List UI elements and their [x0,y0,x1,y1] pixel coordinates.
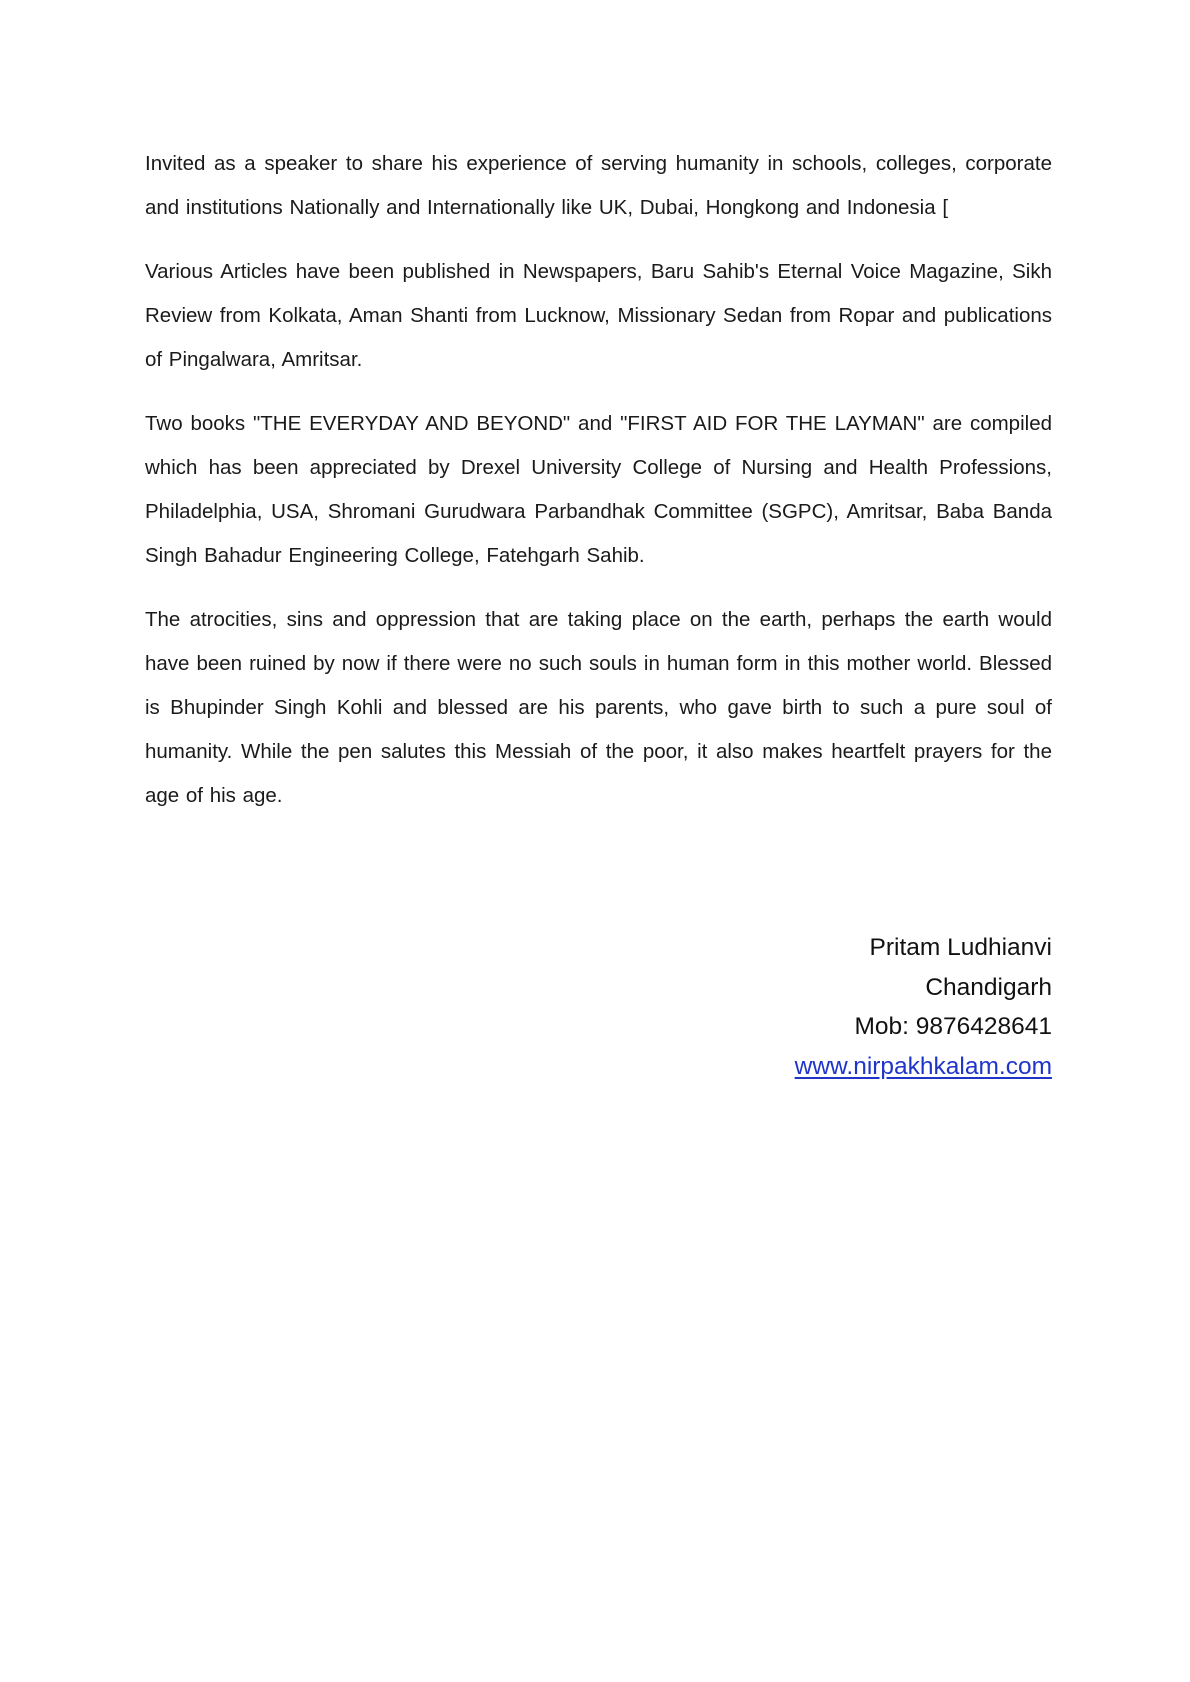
paragraph-closing: The atrocities, sins and oppression that are taking place on the earth, perhaps the earth would have been ruined by now if there were no such souls in human form in this mother world. Blessed is Bhupinder Singh Kohli and blessed are his parents, who gave birth to such a pure soul of humanity. While the pen salutes this Messiah of the poor, it also makes heartfelt prayers for the age of his age. [145,608,1052,807]
author-mobile: Mob: 9876428641 [854,1013,1052,1040]
paragraph-books: Two books "THE EVERYDAY AND BEYOND" and "FIRST AID FOR THE LAYMAN" are compiled which has been appreciated by Drexel University College of Nursing and Health Professions, Philadelphia, USA, Shromani Gurudwara Parbandhak Committee (SGPC), Amritsar, Baba Banda Singh Bahadur Engineering College, Fatehgarh Sahib. [145,412,1052,567]
website-link[interactable]: www.nirpakhkalam.com [794,1052,1052,1080]
paragraph-articles: Various Articles have been published in Newspapers, Baru Sahib's Eternal Voice Magazine, Sikh Review from Kolkata, Aman Shanti from Lucknow, Missionary Sedan from Ropar and publications of Pingalwara, Amritsar. [145,260,1052,371]
paragraph-speaker: Invited as a speaker to share his experience of serving humanity in schools, colleges, corporate and institutions Nationally and Internationally like UK, Dubai, Hongkong and Indonesia [ [145,152,1052,219]
author-name: Pritam Ludhianvi [869,934,1052,961]
signature-block [795,928,1052,1086]
author-city: Chandigarh [925,973,1052,1001]
document-body [145,142,1052,838]
